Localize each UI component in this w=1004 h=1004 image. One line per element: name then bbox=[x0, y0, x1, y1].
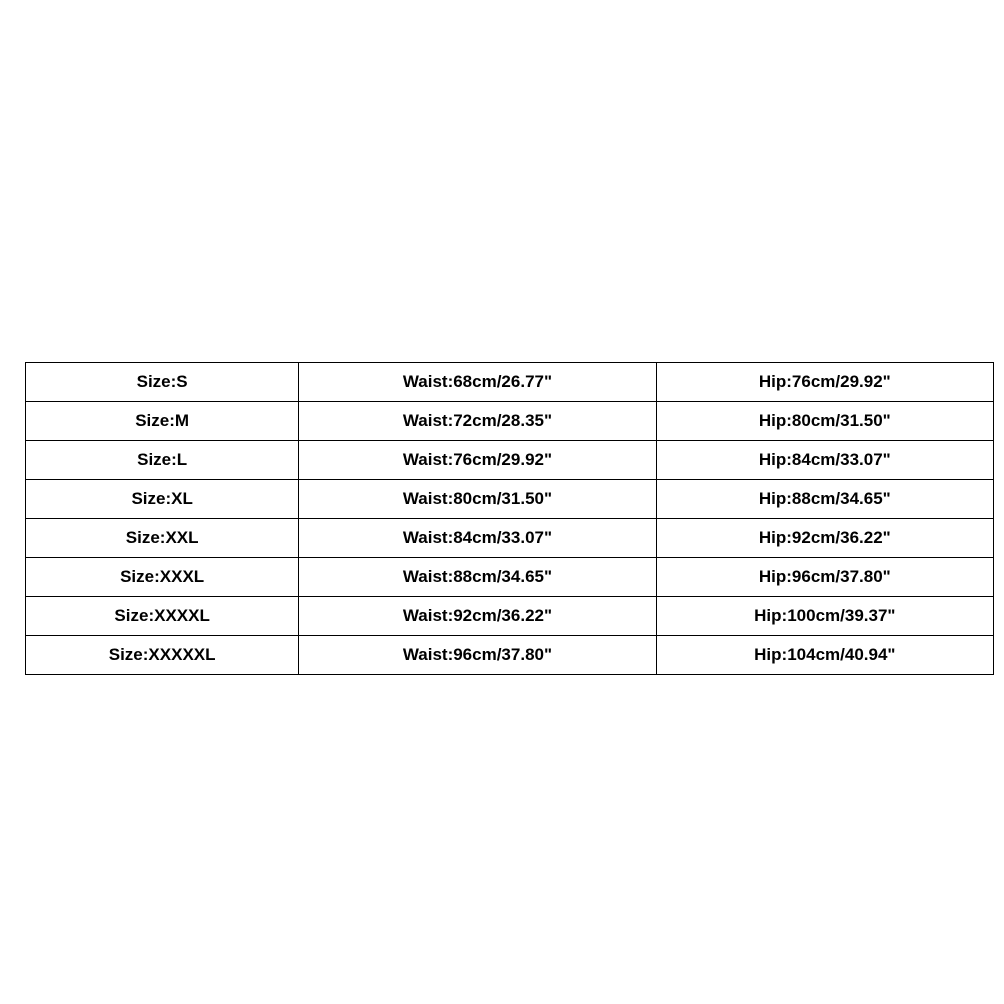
waist-cell: Waist:72cm/28.35" bbox=[299, 402, 656, 441]
waist-cell: Waist:92cm/36.22" bbox=[299, 597, 656, 636]
hip-cell: Hip:104cm/40.94" bbox=[656, 636, 993, 675]
hip-cell: Hip:100cm/39.37" bbox=[656, 597, 993, 636]
table-row bbox=[26, 636, 994, 675]
waist-cell: Waist:80cm/31.50" bbox=[299, 480, 656, 519]
size-chart-table bbox=[25, 362, 994, 675]
hip-cell: Hip:76cm/29.92" bbox=[656, 363, 993, 402]
table-row bbox=[26, 363, 994, 402]
size-cell: Size:M bbox=[26, 402, 299, 441]
size-cell: Size:XXXL bbox=[26, 558, 299, 597]
hip-cell: Hip:88cm/34.65" bbox=[656, 480, 993, 519]
waist-cell: Waist:68cm/26.77" bbox=[299, 363, 656, 402]
table-row bbox=[26, 441, 994, 480]
size-cell: Size:XXXXL bbox=[26, 597, 299, 636]
size-cell: Size:XXL bbox=[26, 519, 299, 558]
hip-cell: Hip:80cm/31.50" bbox=[656, 402, 993, 441]
waist-cell: Waist:96cm/37.80" bbox=[299, 636, 656, 675]
table-row bbox=[26, 480, 994, 519]
table-row bbox=[26, 519, 994, 558]
hip-cell: Hip:92cm/36.22" bbox=[656, 519, 993, 558]
waist-cell: Waist:76cm/29.92" bbox=[299, 441, 656, 480]
size-cell: Size:XXXXXL bbox=[26, 636, 299, 675]
waist-cell: Waist:84cm/33.07" bbox=[299, 519, 656, 558]
size-cell: Size:XL bbox=[26, 480, 299, 519]
table-row bbox=[26, 558, 994, 597]
table-row bbox=[26, 402, 994, 441]
waist-cell: Waist:88cm/34.65" bbox=[299, 558, 656, 597]
size-cell: Size:L bbox=[26, 441, 299, 480]
hip-cell: Hip:96cm/37.80" bbox=[656, 558, 993, 597]
table-row bbox=[26, 597, 994, 636]
size-cell: Size:S bbox=[26, 363, 299, 402]
hip-cell: Hip:84cm/33.07" bbox=[656, 441, 993, 480]
